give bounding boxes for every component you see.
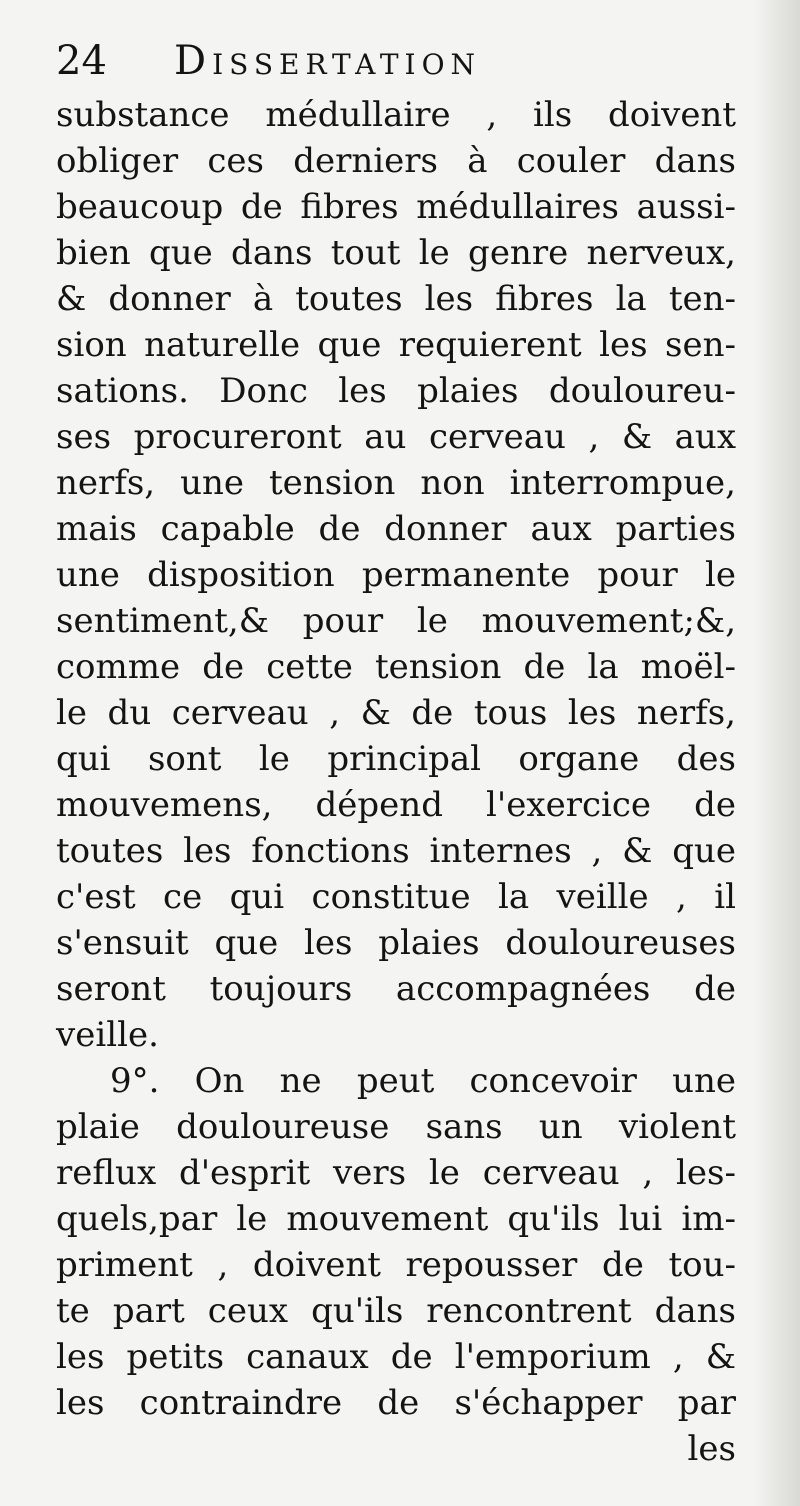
text-line: plaie douloureuse sans un violent bbox=[56, 1107, 736, 1147]
text-line-paragraph-start: 9°. On ne peut concevoir une bbox=[110, 1061, 736, 1101]
text-line: seront toujours accompagnées de bbox=[56, 969, 736, 1009]
text-line: s'ensuit que les plaies douloureuses bbox=[56, 923, 736, 963]
text-line: beaucoup de fibres médullaires aussi- bbox=[56, 187, 736, 227]
text-line: sentiment,& pour le mouvement;&, bbox=[56, 601, 736, 641]
text-line: & donner à toutes les fibres la ten- bbox=[56, 279, 736, 319]
text-line: les petits canaux de l'emporium , & bbox=[56, 1337, 736, 1377]
text-line: comme de cette tension de la moël- bbox=[56, 647, 736, 687]
text-line: qui sont le principal organe des bbox=[56, 739, 736, 779]
text-line: substance médullaire , ils doivent bbox=[56, 95, 736, 135]
text-block bbox=[56, 30, 736, 1472]
text-line: bien que dans tout le genre nerveux, bbox=[56, 233, 736, 273]
text-line: reflux d'esprit vers le cerveau , les- bbox=[56, 1153, 736, 1193]
text-line: obliger ces derniers à couler dans bbox=[56, 141, 736, 181]
text-line: sations. Donc les plaies douloureu- bbox=[56, 371, 736, 411]
running-title: Dissertation bbox=[174, 38, 482, 84]
text-line-paragraph-end: veille. bbox=[56, 1015, 159, 1055]
page-number: 24 bbox=[56, 38, 107, 84]
text-line: les contraindre de s'échapper par bbox=[56, 1383, 736, 1423]
page-edge-shadow bbox=[754, 0, 800, 1506]
text-line: ses procureront au cerveau , & aux bbox=[56, 417, 736, 457]
text-line: priment , doivent repousser de tou- bbox=[56, 1245, 736, 1285]
text-line: mouvemens, dépend l'exercice de bbox=[56, 785, 736, 825]
text-line: une disposition permanente pour le bbox=[56, 555, 736, 595]
text-line: toutes les fonctions internes , & que bbox=[56, 831, 736, 871]
text-line: nerfs, une tension non interrompue, bbox=[56, 463, 736, 503]
catchword: les bbox=[687, 1429, 736, 1469]
text-line: te part ceux qu'ils rencontrent dans bbox=[56, 1291, 736, 1331]
text-line: c'est ce qui constitue la veille , il bbox=[56, 877, 736, 917]
text-line: sion naturelle que requierent les sen- bbox=[56, 325, 736, 365]
text-line: le du cerveau , & de tous les nerfs, bbox=[56, 693, 736, 733]
text-line: mais capable de donner aux parties bbox=[56, 509, 736, 549]
text-line: quels,par le mouvement qu'ils lui im- bbox=[56, 1199, 736, 1239]
page-header bbox=[56, 30, 736, 92]
